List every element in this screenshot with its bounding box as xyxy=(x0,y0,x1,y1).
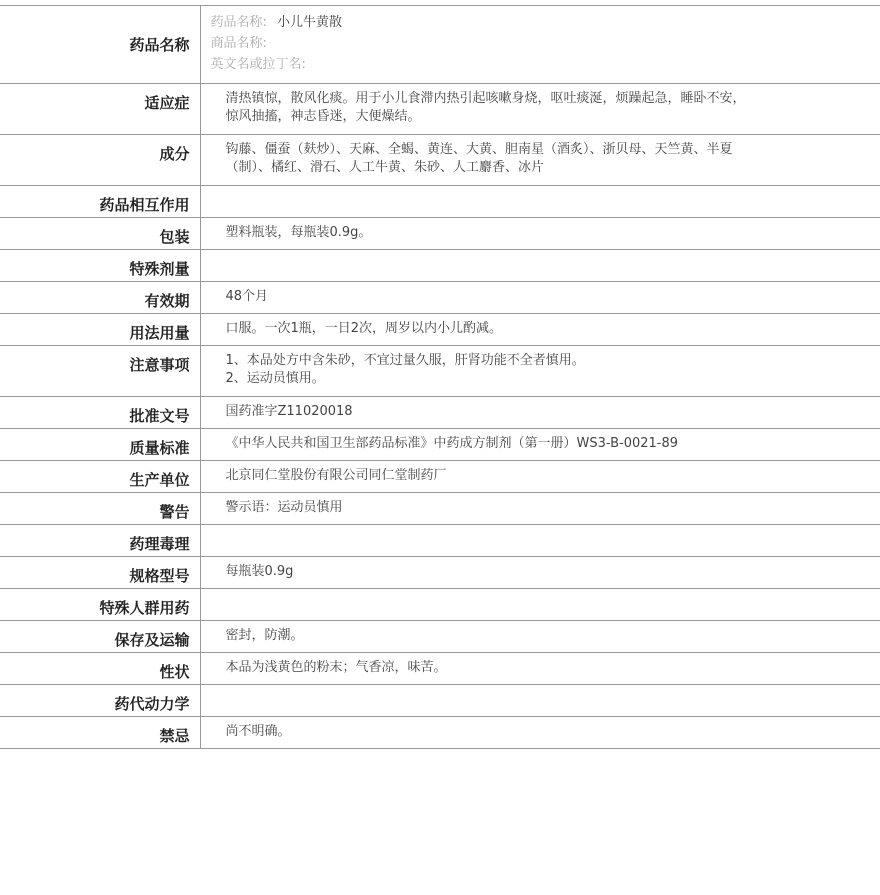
table-row xyxy=(0,429,880,461)
table-row xyxy=(0,589,880,621)
row-label: 用法用量 xyxy=(0,314,200,346)
table-row xyxy=(0,717,880,749)
value-line: 尚不明确。 xyxy=(225,724,291,739)
table-row xyxy=(0,84,880,135)
table-row xyxy=(0,250,880,282)
row-label: 适应症 xyxy=(0,84,200,135)
row-value xyxy=(200,186,880,218)
generic-name-label: 药品名称: xyxy=(210,15,267,30)
row-label: 特殊剂量 xyxy=(0,250,200,282)
value-line: 《中华人民共和国卫生部药品标准》中药成方制剂（第一册）WS3-B-0021-89 xyxy=(225,436,679,451)
row-label: 药理毒理 xyxy=(0,525,200,557)
row-label: 有效期 xyxy=(0,282,200,314)
drug-spec-table xyxy=(0,5,880,749)
row-value xyxy=(200,84,880,135)
value-line: 48个月 xyxy=(225,289,269,304)
row-label: 性状 xyxy=(0,653,200,685)
row-value xyxy=(200,717,880,749)
row-value xyxy=(200,621,880,653)
row-label: 注意事项 xyxy=(0,346,200,397)
english-name-label: 英文名或拉丁名: xyxy=(210,57,306,72)
table-row xyxy=(0,557,880,589)
row-value xyxy=(200,135,880,186)
value-line: 塑料瓶装，每瓶装0.9g。 xyxy=(225,225,372,240)
drug-name-label: 药品名称 xyxy=(0,6,200,84)
generic-name-line xyxy=(211,12,871,33)
table-row xyxy=(0,621,880,653)
table-row xyxy=(0,493,880,525)
row-label: 禁忌 xyxy=(0,717,200,749)
table-row xyxy=(0,461,880,493)
row-label: 特殊人群用药 xyxy=(0,589,200,621)
table-row xyxy=(0,218,880,250)
row-value xyxy=(200,493,880,525)
value-line: 密封，防潮。 xyxy=(225,628,304,643)
generic-name-value: 小儿牛黄散 xyxy=(277,15,343,30)
row-value xyxy=(200,346,880,397)
row-label: 包装 xyxy=(0,218,200,250)
table-row xyxy=(0,314,880,346)
row-value xyxy=(200,218,880,250)
value-line: （制）、橘红、滑石、人工牛黄、朱砂、人工麝香、冰片 xyxy=(225,160,545,175)
value-line: 每瓶装0.9g xyxy=(225,564,294,579)
value-line: 惊风抽搐，神志昏迷，大便燥结。 xyxy=(225,109,421,124)
value-line: 口服。一次1瓶，一日2次，周岁以内小儿酌减。 xyxy=(225,321,503,336)
table-row xyxy=(0,525,880,557)
row-label: 药代动力学 xyxy=(0,685,200,717)
row-value xyxy=(200,685,880,717)
row-label: 成分 xyxy=(0,135,200,186)
table-row xyxy=(0,282,880,314)
value-line: 1、本品处方中含朱砂，不宜过量久服，肝肾功能不全者慎用。 xyxy=(225,353,585,368)
row-value xyxy=(200,282,880,314)
row-label: 规格型号 xyxy=(0,557,200,589)
table-row xyxy=(0,135,880,186)
value-line: 国药准字Z11020018 xyxy=(225,404,353,419)
table-row xyxy=(0,685,880,717)
row-label: 质量标准 xyxy=(0,429,200,461)
row-value xyxy=(200,250,880,282)
table-row xyxy=(0,186,880,218)
row-value xyxy=(200,557,880,589)
row-value xyxy=(200,429,880,461)
table-row xyxy=(0,397,880,429)
value-line: 清热镇惊，散风化痰。用于小儿食滞内热引起咳嗽身烧，呕吐痰涎，烦躁起急，睡卧不安， xyxy=(225,91,746,106)
row-label: 批准文号 xyxy=(0,397,200,429)
row-value xyxy=(200,314,880,346)
value-line: 2、运动员慎用。 xyxy=(225,371,325,386)
value-line: 钩藤、僵蚕（麸炒）、天麻、全蝎、黄连、大黄、胆南星（酒炙）、浙贝母、天竺黄、半夏 xyxy=(225,142,733,157)
value-line: 本品为浅黄色的粉末；气香凉，味苦。 xyxy=(225,660,447,675)
table-row xyxy=(0,653,880,685)
table-row xyxy=(0,346,880,397)
row-value xyxy=(200,397,880,429)
row-value xyxy=(200,525,880,557)
drug-name-row xyxy=(0,6,880,84)
row-label: 药品相互作用 xyxy=(0,186,200,218)
value-line: 北京同仁堂股份有限公司同仁堂制药厂 xyxy=(225,468,447,483)
row-label: 保存及运输 xyxy=(0,621,200,653)
row-value xyxy=(200,653,880,685)
row-value xyxy=(200,589,880,621)
drug-name-values xyxy=(200,6,880,84)
row-value xyxy=(200,461,880,493)
value-line: 警示语：运动员慎用 xyxy=(225,500,343,515)
row-label: 警告 xyxy=(0,493,200,525)
trade-name-label: 商品名称: xyxy=(210,36,267,51)
row-label: 生产单位 xyxy=(0,461,200,493)
